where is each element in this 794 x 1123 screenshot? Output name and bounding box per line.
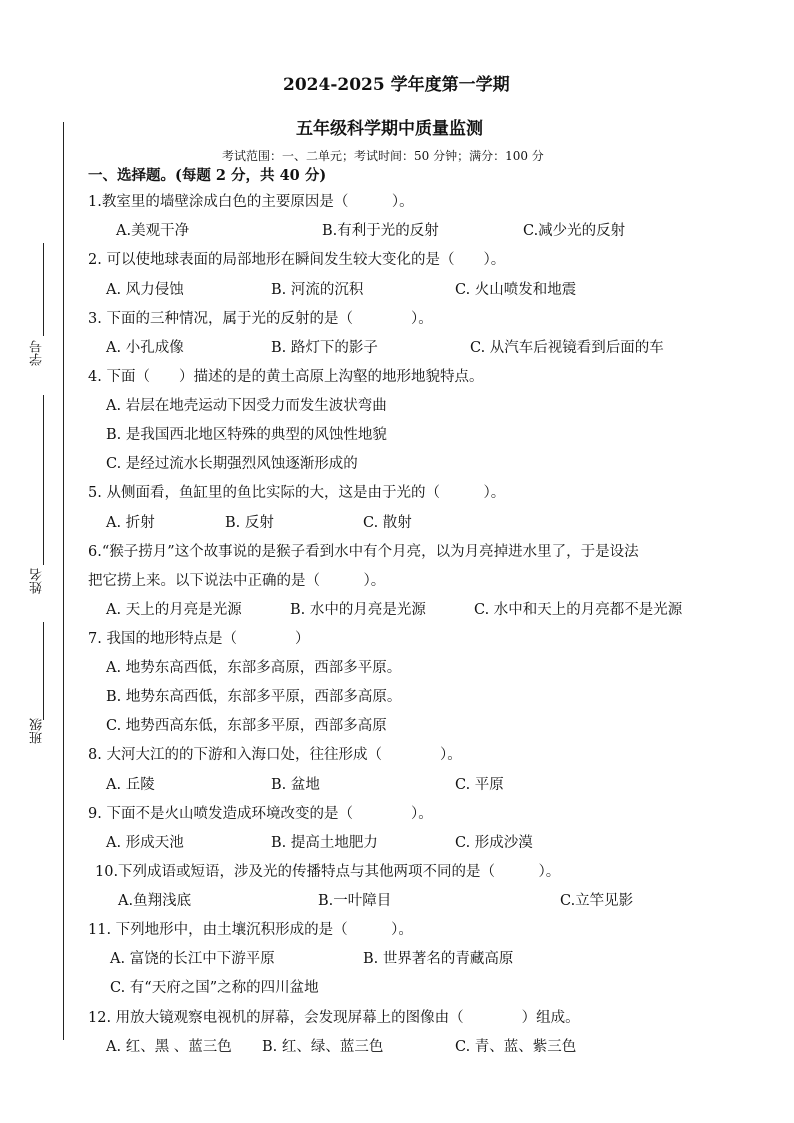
question-6-stem-line1: 6.“猴子捞月”这个故事说的是猴子看到水中有个月亮，以为月亮掉进水里了，于是设法 bbox=[88, 544, 639, 560]
question-6-stem-line2: 把它捞上来。以下说法中正确的是（ ）。 bbox=[88, 573, 386, 589]
question-10-option-b: B.一叶障目 bbox=[318, 893, 392, 909]
question-7-stem: 7. 我国的地形特点是（ ） bbox=[88, 631, 310, 647]
question-1-option-c: C.减少光的反射 bbox=[523, 223, 626, 239]
question-5-option-c: C. 散射 bbox=[363, 515, 412, 531]
question-1-option-b: B.有利于光的反射 bbox=[322, 223, 439, 239]
question-4-option-a: A. 岩层在地壳运动下因受力而发生波状弯曲 bbox=[106, 398, 387, 414]
question-8-option-b: B. 盆地 bbox=[271, 777, 320, 793]
name-blank bbox=[43, 395, 44, 565]
question-1-option-a: A.美观干净 bbox=[116, 223, 190, 239]
binding-margin-line bbox=[63, 122, 64, 1040]
question-11-option-b: B. 世界著名的青藏高原 bbox=[363, 951, 514, 967]
question-10-stem: 10.下列成语或短语，涉及光的传播特点与其他两项不同的是（ ）。 bbox=[95, 864, 561, 880]
question-6-option-a: A. 天上的月亮是光源 bbox=[106, 602, 242, 618]
question-6-option-b: B. 水中的月亮是光源 bbox=[290, 602, 426, 618]
question-3-option-c: C. 从汽车后视镜看到后面的车 bbox=[470, 340, 664, 356]
question-3-stem: 3. 下面的三种情况，属于光的反射的是（ ）。 bbox=[88, 311, 433, 327]
question-7-option-b: B. 地势东高西低，东部多平原，西部多高原。 bbox=[106, 689, 402, 705]
question-12-stem: 12. 用放大镜观察电视机的屏幕，会发现屏幕上的图像由（ ）组成。 bbox=[88, 1010, 580, 1026]
question-9-option-a: A. 形成天池 bbox=[106, 835, 184, 851]
question-1-stem: 1.教室里的墙壁涂成白色的主要原因是（ ）。 bbox=[88, 194, 414, 210]
question-8-option-a: A. 丘陵 bbox=[106, 777, 155, 793]
question-7-option-a: A. 地势东高西低，东部多高原，西部多平原。 bbox=[106, 660, 402, 676]
section-title: 一、选择题。(每题 2 分，共 40 分) bbox=[88, 167, 327, 184]
exam-title: 五年级科学期中质量监测 bbox=[296, 119, 483, 139]
name-label: 姓名 bbox=[30, 568, 45, 594]
question-11-option-a: A. 富饶的长江中下游平原 bbox=[110, 951, 275, 967]
question-9-option-b: B. 提高土地肥力 bbox=[271, 835, 378, 851]
question-6-option-c: C. 水中和天上的月亮都不是光源 bbox=[474, 602, 683, 618]
question-12-option-a: A. 红、黑 、蓝三色 bbox=[106, 1039, 232, 1055]
class-blank bbox=[43, 622, 44, 720]
class-label: 班级 bbox=[30, 718, 45, 744]
question-7-option-c: C. 地势西高东低，东部多平原，西部多高原 bbox=[106, 718, 387, 734]
question-4-option-b: B. 是我国西北地区特殊的典型的风蚀性地貌 bbox=[106, 427, 387, 443]
question-10-option-a: A.鱼翔浅底 bbox=[118, 893, 192, 909]
question-4-stem: 4. 下面（ ）描述的是的黄土高原上沟壑的地形地貌特点。 bbox=[88, 369, 484, 385]
question-5-stem: 5. 从侧面看，鱼缸里的鱼比实际的大，这是由于光的（ ）。 bbox=[88, 485, 506, 501]
question-9-stem: 9. 下面不是火山喷发造成环境改变的是（ ）。 bbox=[88, 806, 433, 822]
question-12-option-c: C. 青、蓝、紫三色 bbox=[455, 1039, 577, 1055]
question-2-option-a: A. 风力侵蚀 bbox=[106, 282, 184, 298]
question-5-option-a: A. 折射 bbox=[106, 515, 155, 531]
question-2-option-c: C. 火山喷发和地震 bbox=[455, 282, 577, 298]
question-3-option-b: B. 路灯下的影子 bbox=[271, 340, 378, 356]
question-5-option-b: B. 反射 bbox=[225, 515, 274, 531]
student-id-blank bbox=[43, 243, 44, 336]
question-4-option-c: C. 是经过流水长期强烈风蚀逐渐形成的 bbox=[106, 456, 358, 472]
question-9-option-c: C. 形成沙漠 bbox=[455, 835, 533, 851]
student-id-label: 学号 bbox=[30, 340, 45, 366]
question-8-stem: 8. 大河大江的的下游和入海口处，往往形成（ ）。 bbox=[88, 747, 462, 763]
question-12-option-b: B. 红、绿、蓝三色 bbox=[262, 1039, 384, 1055]
year-term-title: 2024-2025 学年度第一学期 bbox=[283, 75, 510, 95]
question-8-option-c: C. 平原 bbox=[455, 777, 504, 793]
question-2-stem: 2. 可以使地球表面的局部地形在瞬间发生较大变化的是（ ）。 bbox=[88, 252, 506, 268]
question-2-option-b: B. 河流的沉积 bbox=[271, 282, 364, 298]
question-11-stem: 11. 下列地形中，由土壤沉积形成的是（ ）。 bbox=[88, 922, 413, 938]
question-11-option-c: C. 有“天府之国”之称的四川盆地 bbox=[110, 980, 319, 996]
question-3-option-a: A. 小孔成像 bbox=[106, 340, 184, 356]
question-10-option-c: C.立竿见影 bbox=[560, 893, 634, 909]
exam-info: 考试范围：一、二单元；考试时间：50 分钟；满分：100 分 bbox=[222, 149, 544, 163]
